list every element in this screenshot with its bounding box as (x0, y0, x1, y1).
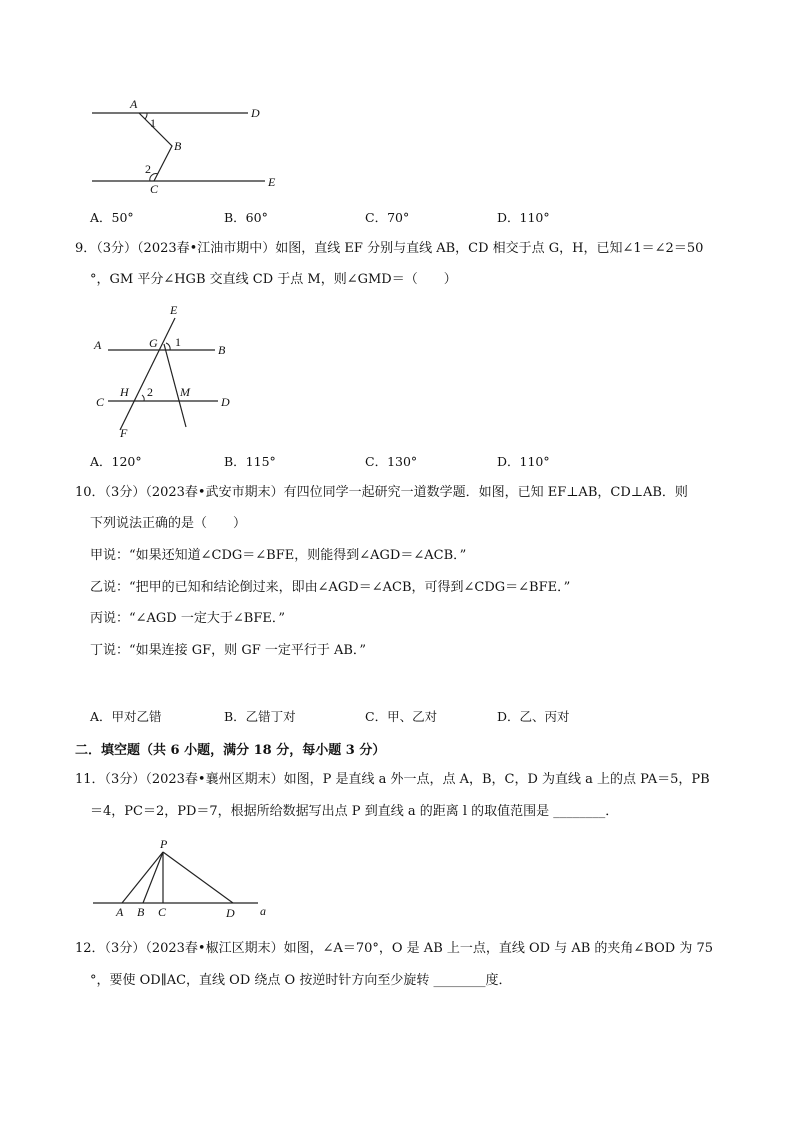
section-heading-fill-in: 二．填空题（共 6 小题，满分 18 分，每小题 3 分） (75, 743, 386, 758)
q10-option-b[interactable]: B．乙错丁对 (224, 709, 296, 724)
label-b: B (174, 139, 182, 153)
label-2: 2 (147, 385, 153, 399)
q10-stem-line1: 10．（3分）（2023春•武安市期末）有四位同学一起研究一道数学题．如图，已知 EF⊥AB，CD⊥AB．则 (75, 485, 688, 500)
label-c: C (96, 395, 105, 409)
q8-option-c[interactable]: C．70° (365, 210, 410, 225)
label-a: A (130, 97, 138, 111)
label-c: C (150, 182, 159, 196)
q12-stem-line2: °，要使 OD∥AC，直线 OD 绕点 O 按逆时针方向至少旋转 ________度． (90, 973, 512, 988)
q8-option-a[interactable]: A．50° (90, 210, 134, 225)
label-1: 1 (175, 335, 181, 349)
q10-option-a[interactable]: A．甲对乙错 (90, 709, 162, 724)
segment-pa (122, 852, 163, 903)
q11-stem-line1: 11．（3分）（2023春•襄州区期末）如图，P 是直线 a 外一点，点 A，B，C，D 为直线 a 上的点 PA＝5，PB (75, 772, 710, 787)
label-f: F (120, 426, 128, 440)
q11-stem-line2: ＝4，PC＝2，PD＝7，根据所给数据写出点 P 到直线 a 的距离 l 的取值范围是 ________． (90, 804, 619, 819)
q9-stem-line1: 9．（3分）（2023春•江油市期中）如图，直线 EF 分别与直线 AB，CD 相交于点 G，H，已知∠1＝∠2＝50 (75, 241, 704, 256)
label-c: C (158, 905, 167, 919)
label-h: H (120, 385, 129, 399)
q9-stem-line2: °，GM 平分∠HGB 交直线 CD 于点 M，则∠GMD＝（ ） (90, 272, 457, 287)
segment-pd (163, 852, 233, 903)
label-e: E (170, 303, 178, 317)
q10-option-d[interactable]: D．乙、丙对 (497, 709, 570, 724)
label-g: G (149, 336, 158, 350)
q10-statement-bing: 丙说：“∠AGD 一定大于∠BFE．” (90, 611, 285, 626)
q9-option-d[interactable]: D．110° (497, 454, 550, 469)
q10-stem-line2: 下列说法正确的是（ ） (90, 516, 247, 531)
segment-pb (143, 852, 163, 903)
label-m: M (180, 385, 190, 399)
label-b: B (218, 343, 226, 357)
q9-option-a[interactable]: A．120° (90, 454, 142, 469)
q8-option-b[interactable]: B．60° (224, 210, 268, 225)
q10-statement-jia: 甲说：“如果还知道∠CDG＝∠BFE，则能得到∠AGD＝∠ACB．” (90, 548, 467, 563)
label-e: E (268, 175, 276, 189)
q10-option-c[interactable]: C．甲、乙对 (365, 709, 438, 724)
label-b: B (137, 905, 145, 919)
q12-stem-line1: 12．（3分）（2023春•椒江区期末）如图，∠A＝70°，O 是 AB 上一点，直线 OD 与 AB 的夹角∠BOD 为 75 (75, 941, 714, 956)
q8-option-d[interactable]: D．110° (497, 210, 550, 225)
label-d: D (251, 106, 260, 120)
label-1: 1 (150, 116, 156, 130)
label-p: P (160, 837, 168, 851)
label-line-a: a (260, 904, 266, 918)
q9-option-b[interactable]: B．115° (224, 454, 276, 469)
q10-statement-yi: 乙说：“把甲的已知和结论倒过来，即由∠AGD＝∠ACB，可得到∠CDG＝∠BFE．” (90, 580, 571, 595)
q9-option-c[interactable]: C．130° (365, 454, 418, 469)
label-d: D (221, 395, 230, 409)
label-a: A (116, 905, 124, 919)
label-2: 2 (145, 162, 151, 176)
label-a: A (94, 338, 102, 352)
label-d: D (226, 906, 235, 920)
q10-statement-ding: 丁说：“如果连接 GF，则 GF 一定平行于 AB．” (90, 643, 367, 658)
